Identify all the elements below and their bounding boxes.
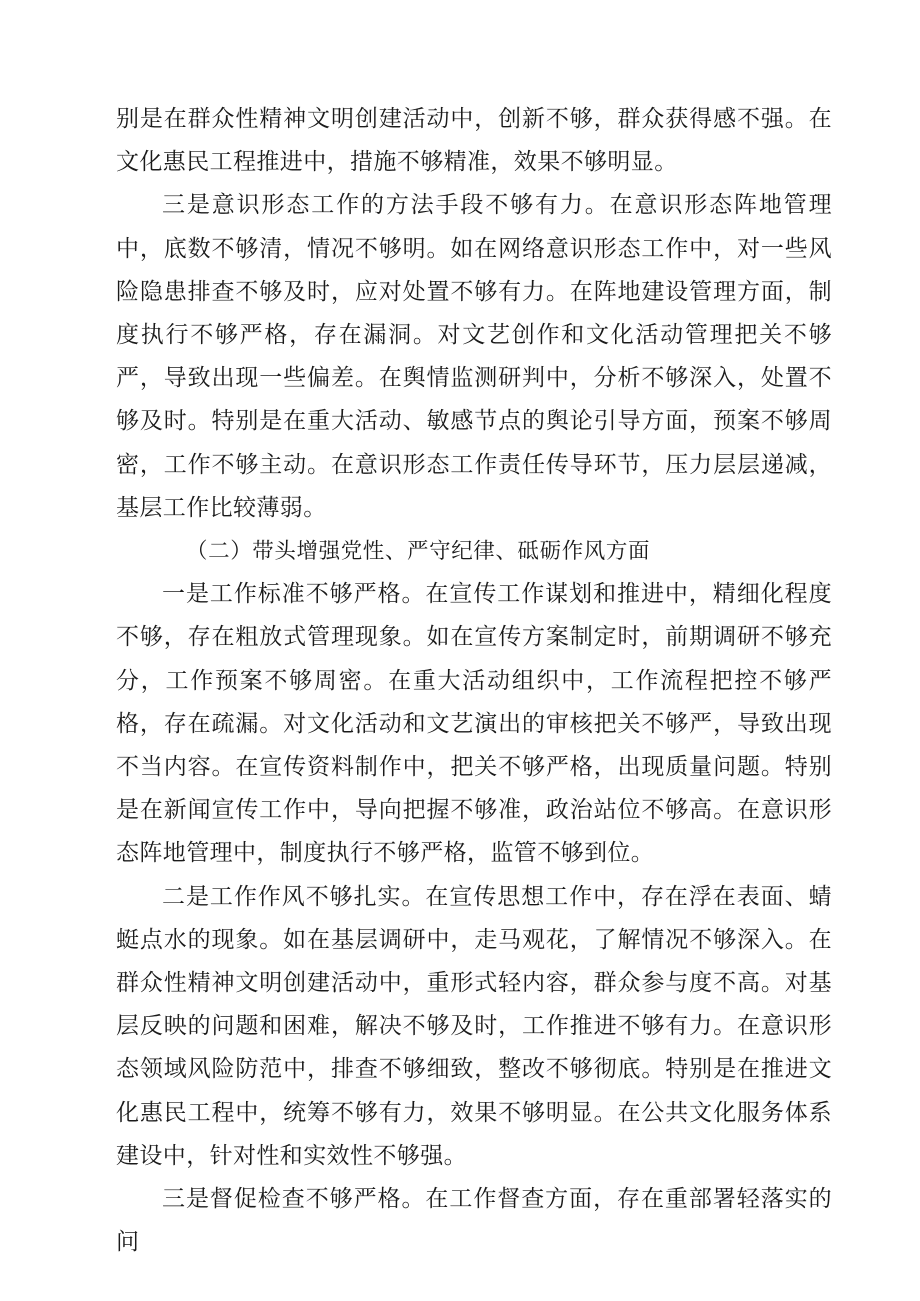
document-body	[116, 98, 832, 1264]
section-heading: （二）带头增强党性、严守纪律、砥砺作风方面	[186, 539, 651, 565]
paragraph-work-style: 二是工作作风不够扎实。在宣传思想工作中，存在浮在表面、蜻蜓点水的现象。如在基层调研中，走马观花，了解情况不够深入。在群众性精神文明创建活动中，重形式轻内容，群众参与度不高。对基层反映的问题和困难，解决不够及时，工作推进不够有力。在意识形态领域风险防范中，排查不够细致，整改不够彻底。特别是在推进文化惠民工程中，统筹不够有力，效果不够明显。在公共文化服务体系建设中，针对性和实效性不够强。	[116, 883, 832, 1169]
paragraph-work-standards: 一是工作标准不够严格。在宣传工作谋划和推进中，精细化程度不够，存在粗放式管理现象。如在宣传方案制定时，前期调研不够充分，工作预案不够周密。在重大活动组织中，工作流程把控不够严格，存在疏漏。对文化活动和文艺演出的审核把关不够严，导致出现不当内容。在宣传资料制作中，把关不够严格，出现质量问题。特别是在新闻宣传工作中，导向把握不够准，政治站位不够高。在意识形态阵地管理中，制度执行不够严格，监管不够到位。	[116, 581, 832, 867]
paragraph-continuation: 别是在群众性精神文明创建活动中，创新不够，群众获得感不强。在文化惠民工程推进中，措施不够精准，效果不够明显。	[116, 106, 832, 176]
paragraph-supervision: 三是督促检查不够严格。在工作督查方面，存在重部署轻落实的问	[116, 1186, 832, 1256]
paragraph-ideology-methods: 三是意识形态工作的方法手段不够有力。在意识形态阵地管理中，底数不够清，情况不够明。如在网络意识形态工作中，对一些风险隐患排查不够及时，应对处置不够有力。在阵地建设管理方面，制度执行不够严格，存在漏洞。对文艺创作和文化活动管理把关不够严，导致出现一些偏差。在舆情监测研判中，分析不够深入，处置不够及时。特别是在重大活动、敏感节点的舆论引导方面，预案不够周密，工作不够主动。在意识形态工作责任传导环节，压力层层递减，基层工作比较薄弱。	[116, 192, 832, 521]
